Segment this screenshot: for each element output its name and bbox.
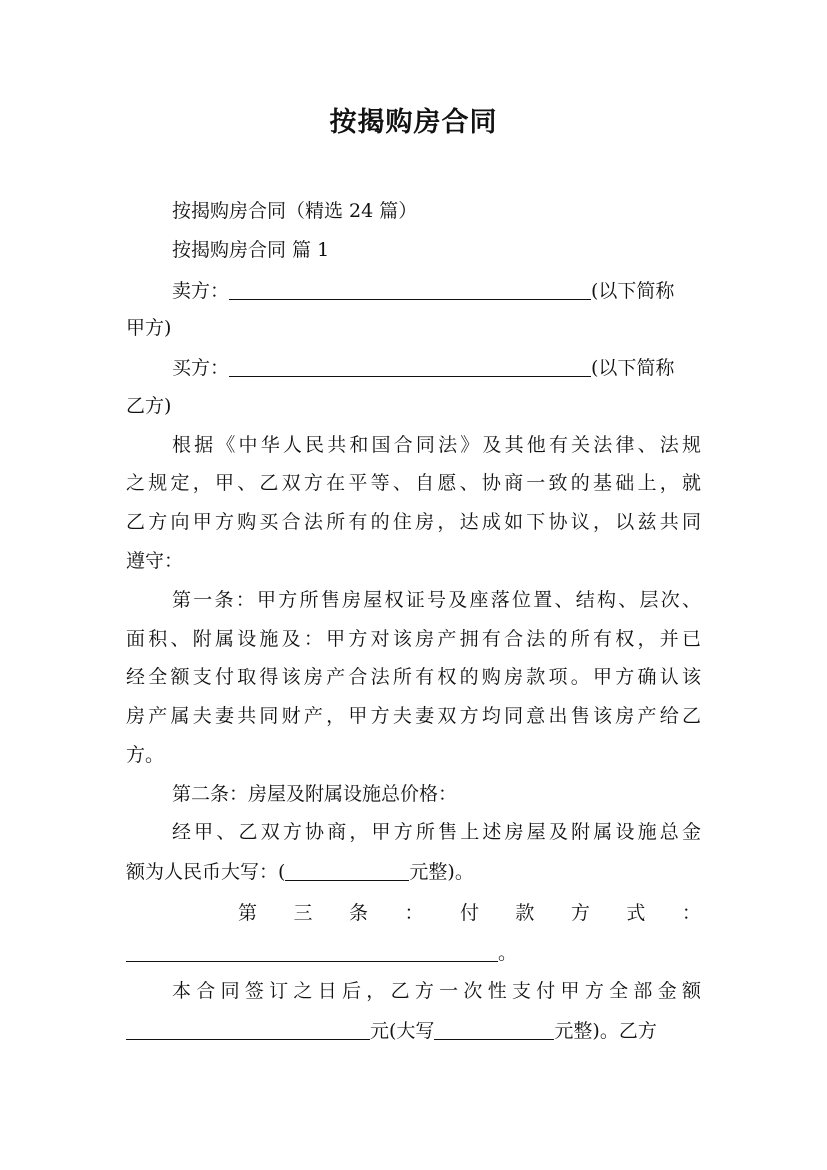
article-3-char: 三 [293,902,313,924]
article-3-char: 第 [238,902,258,924]
payment-amount-end: 元整)。乙方 [554,1020,657,1042]
article-2-title: 第二条：房屋及附属设施总价格： [172,783,458,805]
paragraph-line: 之规定，甲、乙双方在平等、自愿、协商一致的基础上，就 [126,472,701,494]
buyer-continuation: 乙方) [126,395,172,417]
document-subtitle: 按揭购房合同（精选 24 篇） [172,200,418,222]
payment-amount-blank [126,1021,370,1040]
seller-continuation: 甲方) [126,317,172,339]
payment-amount-line [126,1018,701,1043]
seller-label: 卖方： [172,280,230,302]
article-3-char: ： [404,902,424,924]
seller-blank [229,281,591,300]
buyer-suffix: (以下简称 [591,357,675,379]
article-3-char: 付 [459,902,479,924]
article-3-heading [126,901,701,925]
article-2-line: 经甲、乙双方协商，甲方所售上述房屋及附属设施总金 [172,821,701,843]
payment-method-line [126,940,701,965]
article-3-char: 款 [515,902,535,924]
amount-blank [285,862,409,881]
payment-method-end: 。 [498,942,518,964]
paragraph-line: 房产属夫妻共同财产，甲方夫妻双方均同意出售该房产给乙 [126,705,701,727]
payment-amount-mid: 元(大写 [370,1020,435,1042]
buyer-label: 买方： [172,357,230,379]
article-3-char: 式 [626,902,646,924]
seller-suffix: (以下简称 [591,280,675,302]
paragraph-line: 乙方向甲方购买合法所有的住房，达成如下协议，以兹共同 [126,511,701,533]
amount-prefix: 额为人民币大写：( [126,861,286,883]
buyer-line [126,355,701,380]
paragraph-line: 根据《中华人民共和国合同法》及其他有关法律、法规 [172,434,701,456]
paragraph-line: 本合同签订之日后，乙方一次性支付甲方全部金额 [172,980,701,1002]
payment-method-blank [126,943,498,962]
paragraph-line: 遵守： [126,550,184,572]
payment-amount-uppercase-blank [434,1021,554,1040]
section-heading: 按揭购房合同 篇 1 [172,239,330,261]
seller-line [126,278,701,303]
paragraph-line: 面积、附属设施及：甲方对该房产拥有合法的所有权，并已 [126,628,701,650]
document-title: 按揭购房合同 [329,107,498,138]
article-3-char: 方 [570,902,590,924]
article-3-char: 条 [348,902,368,924]
article-2-amount-line [126,859,701,884]
paragraph-line: 方。 [126,744,165,766]
paragraph-line: 经全额支付取得该房产合法所有权的购房款项。甲方确认该 [126,666,701,688]
paragraph-line: 第一条：甲方所售房屋权证号及座落位置、结构、层次、 [172,589,701,611]
buyer-blank [229,358,591,377]
amount-suffix: 元整)。 [409,861,474,883]
article-3-char: ： [681,902,701,924]
